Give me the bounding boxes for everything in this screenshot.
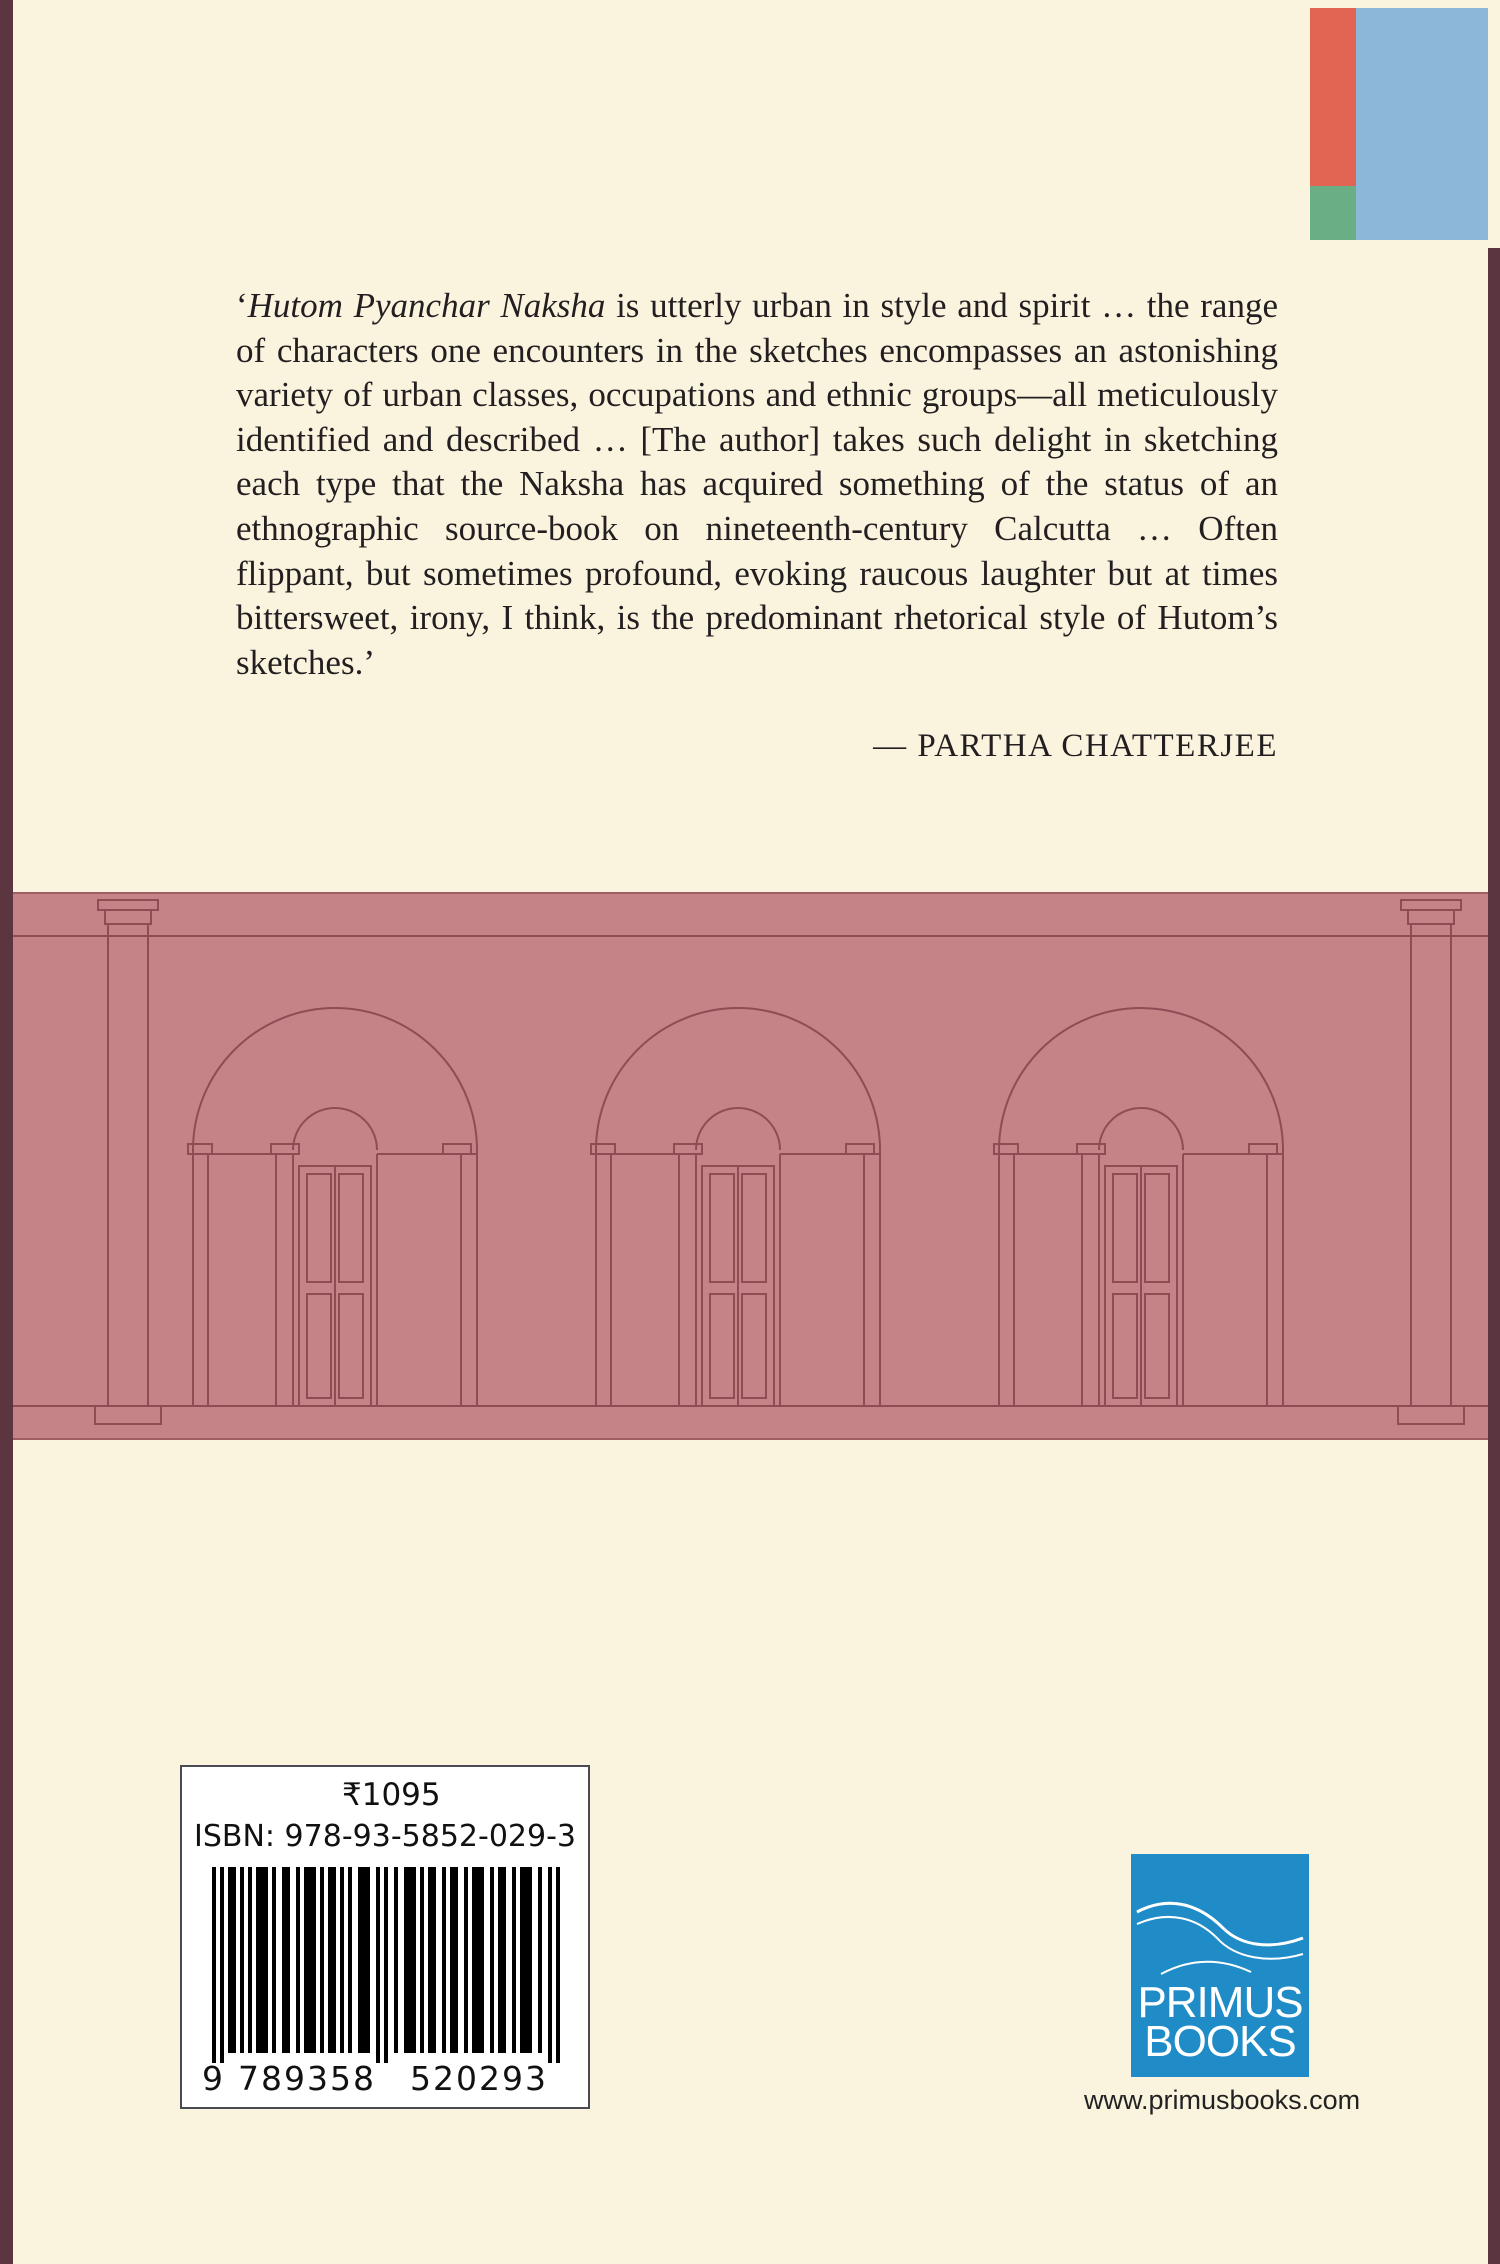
architectural-arches-illustration [13, 892, 1488, 1440]
open-quote: ‘ [236, 286, 248, 325]
red-swatch [1310, 8, 1356, 186]
left-spine-border [0, 0, 13, 2264]
barcode-lead-digit: 9 [202, 2059, 223, 2098]
quote-attribution: — PARTHA CHATTERJEE [873, 728, 1278, 764]
quote-body: is utterly urban in style and spirit … the range of characters one encounters in the sketches encompasses an astonishing variety of urban classes, occupations and ethnic groups—all meticulously identified and described … [The author] takes such delight in sketching each type that the Naksha has acquired something of the status of an ethnographic source-book on nineteenth-century Calcutta … Often flippant, but sometimes profound, evoking raucous laughter but at times bittersweet, irony, I think, is the predominant rhetorical style of Hutom’s sketches.’ [236, 286, 1278, 682]
blue-swatch [1356, 8, 1488, 240]
right-spine-border [1488, 248, 1500, 2264]
price-barcode-box [180, 1765, 590, 2109]
publisher-website: www.primusbooks.com [1084, 2085, 1361, 2115]
arches-drawing [13, 894, 1488, 1442]
primus-books-logo [1131, 1854, 1309, 2077]
logo-text-books: BOOKS [1144, 2017, 1296, 2066]
book-title-italic: Hutom Pyanchar Naksha [247, 286, 606, 325]
isbn-label: ISBN: 978-93-5852-029-3 [194, 1819, 576, 1854]
price-label: ₹1095 [342, 1777, 441, 1813]
review-quote [236, 284, 1278, 685]
logo-text-primus: PRIMUS [1137, 1978, 1303, 2027]
green-swatch [1310, 186, 1356, 240]
barcode-digits-left: 789358 [238, 2059, 376, 2098]
barcode-digits-right: 520293 [410, 2059, 548, 2098]
barcode-bars [212, 1867, 564, 2063]
